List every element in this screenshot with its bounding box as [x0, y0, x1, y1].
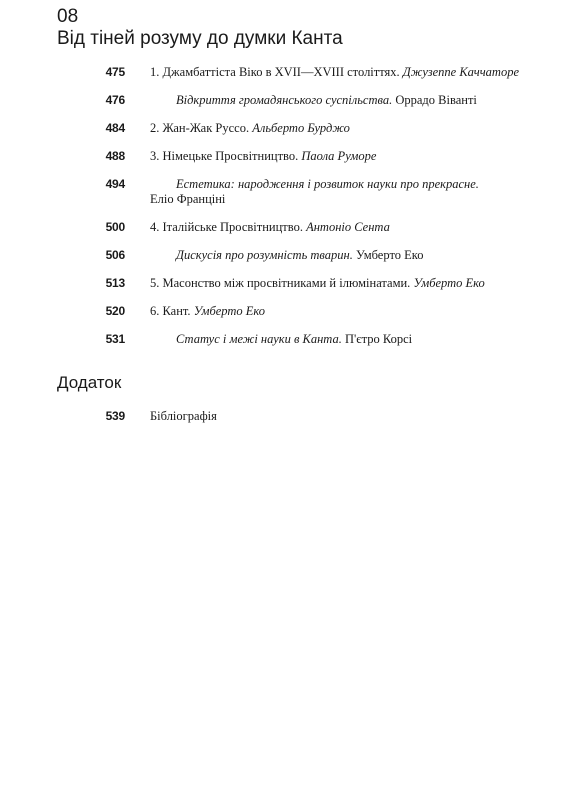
section-title: 6. Кант.	[150, 304, 194, 318]
page-number: 539	[105, 409, 125, 423]
section-title: 3. Німецьке Просвітництво.	[150, 149, 302, 163]
page-number: 475	[105, 65, 125, 79]
section-title: Дискусія про розумність тварин.	[176, 248, 356, 262]
author-name: Умберто Еко	[193, 304, 266, 318]
section-title: 4. Італійське Просвітництво.	[150, 220, 307, 234]
page-number: 476	[105, 93, 125, 107]
author-name: Умберто Еко	[355, 248, 424, 262]
author-name: Антоніо Сента	[306, 220, 390, 234]
entry-title	[150, 121, 540, 136]
page-number: 513	[105, 276, 125, 290]
page-number: 484	[105, 121, 125, 135]
chapter-number: 08	[57, 6, 79, 27]
author-name: Оррадо Віванті	[395, 93, 477, 107]
entry-title	[150, 149, 540, 164]
author-name: Еліо Франціні	[150, 192, 226, 206]
author-name: Альберто Бурджо	[252, 121, 350, 135]
page-number: 506	[105, 248, 125, 262]
page-number: 494	[105, 177, 125, 191]
author-name: Паола Руморе	[301, 149, 377, 163]
entry-title	[176, 248, 566, 263]
entry-title	[150, 220, 540, 235]
entry-title	[176, 332, 566, 347]
section-title: Відкриття громадянського суспільства.	[176, 93, 396, 107]
author-name: Джузеппе Каччаторе	[402, 65, 519, 79]
section-title: Естетика: народження і розвиток науки про прекрасне.	[176, 177, 479, 191]
chapter-title: Від тіней розуму до думки Канта	[57, 28, 343, 49]
section-title: Статус і межі науки в Канта.	[176, 332, 345, 346]
section-title: 2. Жан-Жак Руссо.	[150, 121, 253, 135]
page-number: 500	[105, 220, 125, 234]
author-name: Умберто Еко	[413, 276, 485, 290]
entry-title	[150, 65, 540, 80]
entry-title	[176, 93, 566, 108]
section-title: 5. Масонство між просвітниками й ілюмінатами.	[150, 276, 414, 290]
page-number: 520	[105, 304, 125, 318]
author-name: П'єтро Корсі	[344, 332, 413, 346]
page-number: 488	[105, 149, 125, 163]
entry-title	[150, 276, 540, 291]
entry-title	[150, 304, 540, 319]
page-number: 531	[105, 332, 125, 346]
appendix-heading: Додаток	[57, 373, 122, 392]
entry-title: Бібліографія	[150, 409, 217, 423]
section-title: 1. Джамбаттіста Віко в XVII—XVIII століттях.	[150, 65, 403, 79]
entry-title	[150, 177, 566, 207]
